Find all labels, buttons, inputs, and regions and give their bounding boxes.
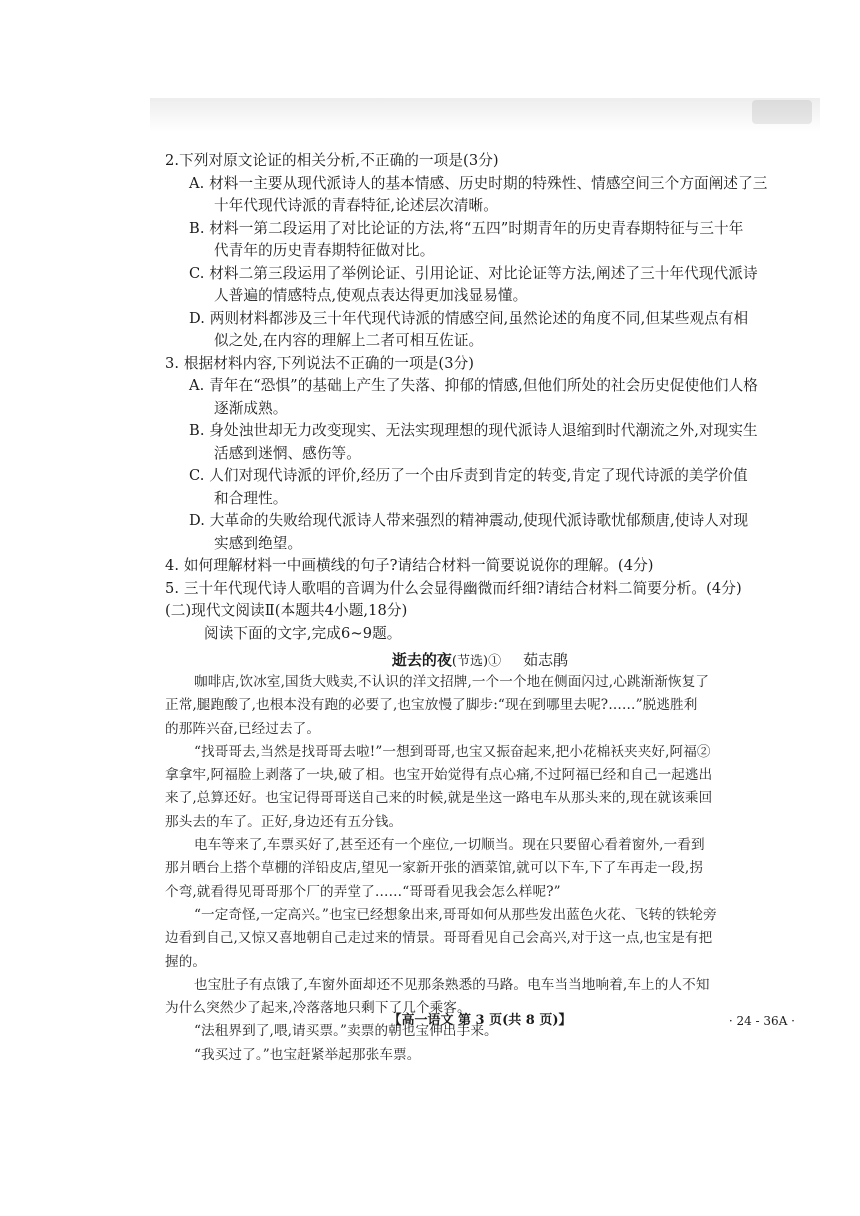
option-d-cont: 实感到绝望。 [214,534,303,552]
option-a-cont: 逐渐成熟。 [214,399,288,417]
footer-exam-code: · 24 - 36A · [728,1014,795,1028]
option-c-cont: 和合理性。 [214,489,288,507]
story-title: 逝去的夜 [391,651,452,669]
story-line: “我买过了。”也宝赶紧举起那张车票。 [194,1046,421,1063]
option-b-cont: 代青年的历史青春期特征做对比。 [214,242,435,259]
story-text [165,671,795,1067]
option-d: D. 大革命的失败给现代派诗人带来强烈的精神震动,使现代派诗歌忧郁颓唐,使诗人对现 [189,512,749,529]
story-line: 电车等来了,车票买好了,甚至还有一个座位,一切顺当。现在只要留心看着窗外,一看到 [194,837,705,854]
option-a-cont: 十年代现代诗派的青春特征,论述层次清晰。 [214,197,498,214]
footer-page-info: 【高一语文 第 3 页(共 8 页)】 [388,1013,572,1028]
story-line: 来了,总算还好。也宝记得哥哥送自己来的时候,就是坐这一路电车从那头来的,现在就该乘回 [165,790,713,807]
story-line: 握的。 [165,953,207,970]
exam-page [165,150,795,1067]
story-line: 的那阵兴奋,已经过去了。 [165,720,321,737]
story-line: 也宝肚子有点饿了,车窗外面却还不见那条熟悉的马路。电车当当地响着,车上的人不知 [194,976,710,993]
reading-instruction: 阅读下面的文字,完成6~9题。 [204,624,402,642]
option-b-cont: 活感到迷惘、感伤等。 [214,444,361,462]
option-c: C. 人们对现代诗派的评价,经历了一个由斥责到肯定的转变,肯定了现代诗派的美学价值 [189,467,748,484]
page-footer [165,1011,795,1031]
story-line: “找哥哥去,当然是找哥哥去啦!”一想到哥哥,也宝又振奋起来,把小花棉袄夹夹好,阿福② [194,743,711,760]
question-stem: 3. 根据材料内容,下列说法不正确的一项是(3分) [165,354,475,372]
story-line: 正常,腿跑酸了,也根本没有跑的必要了,也宝放慢了脚步:“现在到哪里去呢?……”脱逃胜利 [165,697,698,714]
question-5: 5. 三十年代现代诗人歌唱的音调为什么会显得幽微而纤细?请结合材料二简要分析。(4分) [165,579,742,597]
story-line: “法租界到了,喂,请买票。”卖票的朝也宝伸出手来。 [194,1023,498,1040]
story-line: 那头去的车了。正好,身边还有五分钱。 [165,813,403,830]
option-a: A. 青年在“恐惧”的基础上产生了失落、抑郁的情感,但他们所处的社会历史促使他们人格 [189,377,758,394]
option-d-cont: 似之处,在内容的理解上二者可相互佐证。 [214,332,484,349]
option-d: D. 两则材料都涉及三十年代现代诗派的情感空间,虽然论述的角度不同,但某些观点有相 [189,309,749,327]
option-c: C. 材料二第三段运用了举例论证、引用论证、对比论证等方法,阐述了三十年代现代派诗 [189,264,758,282]
question-stem: 2.下列对原文论证的相关分析,不正确的一项是(3分) [165,152,499,169]
question-4: 4. 如何理解材料一中画横线的句子?请结合材料一简要说说你的理解。(4分) [165,557,654,574]
story-author: 茹志鹃 [523,651,569,669]
story-line: 拿拿牢,阿福脸上剥落了一块,破了相。也宝开始觉得有点心痛,不过阿福已经和自己一起逃出 [165,767,713,784]
scan-edge-mark [752,100,812,124]
story-line: 为什么突然少了起来,冷落落地只剩下了几个乘客。 [165,1000,471,1017]
story-line: 边看到自己,又惊又喜地朝自己走过来的情景。哥哥看见自己会高兴,对于这一点,也宝是有把 [165,930,713,947]
question-3 [165,353,795,556]
story-line: 个弯,就看得见哥哥那个厂的弄堂了……“哥哥看见我会怎么样呢?” [165,883,561,900]
option-b: B. 材料一第二段运用了对比论证的方法,将“五四”时期青年的历史青春期特征与三十年 [189,219,744,237]
option-b: B. 身处浊世却无力改变现实、无法实现理想的现代派诗人退缩到时代潮流之外,对现实生 [189,422,758,439]
scan-shadow [150,98,820,132]
option-a: A. 材料一主要从现代派诗人的基本情感、历史时期的特殊性、情感空间三个方面阐述了三 [189,174,768,192]
question-2 [165,150,795,353]
story-line: 咖啡店,饮冰室,国货大贱卖,不认识的洋文招牌,一个一个地在侧面闪过,心跳渐渐恢复了 [194,674,710,690]
story-subtitle: (节选)① [451,654,502,669]
story-line: 那爿晒台上搭个草棚的洋铅皮店,望见一家新开张的酒菜馆,就可以下车,下了车再走一段,拐 [165,860,704,877]
story-title-line [165,649,795,671]
option-c-cont: 人普遍的情感特点,使观点表达得更加浅显易懂。 [214,287,528,304]
section-heading: (二)现代文阅读Ⅱ(本题共4小题,18分) [165,602,408,619]
story-line: “一定奇怪,一定高兴。”也宝已经想象出来,哥哥如何从那些发出蓝色火花、飞转的铁轮旁 [194,906,717,923]
